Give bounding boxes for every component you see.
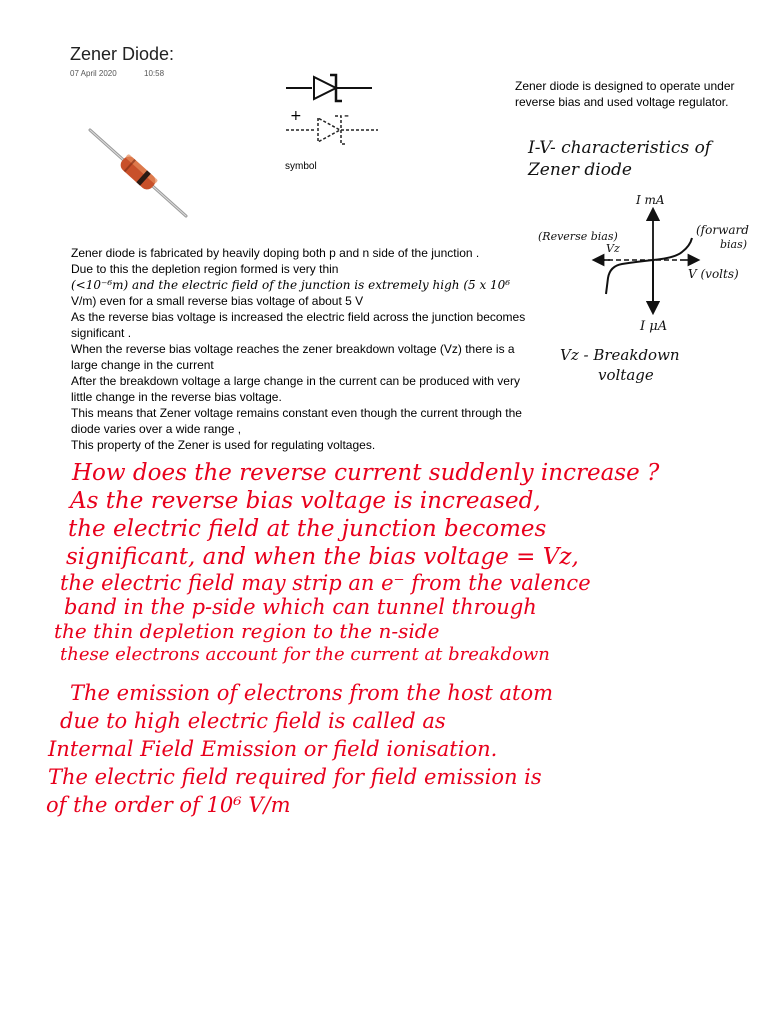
iv-title-line2: Zener diode [528,160,632,180]
handwritten-line: As the reverse bias voltage is increased, [70,488,541,514]
body-line: Due to this the depletion region formed is very thin [71,262,339,276]
body-line: When the reverse bias voltage reaches the zener breakdown voltage (Vz) there is a large change in the current [71,342,515,372]
forward-bias-label-line1: (forward [696,223,749,237]
body-line: After the breakdown voltage a large change in the current can be produced with very little change in the reverse bias voltage. [71,374,520,404]
page-date: 07 April 2020 [70,69,117,78]
handwritten-line: the electric field may strip an e⁻ from the valence [60,571,591,595]
body-line: Zener diode is fabricated by heavily doping both p and n side of the junction . [71,246,480,260]
body-line: V/m) even for a small reverse bias voltage of about 5 V [71,294,364,308]
breakdown-note-line2: voltage [598,366,654,384]
x-axis-label: V (volts) [688,267,739,281]
symbol-caption: symbol [285,161,317,172]
handwritten-line: band in the p-side which can tunnel through [64,595,537,619]
body-line: This means that Zener voltage remains constant even though the current through the diode varies over a wide range , [71,406,522,436]
minus-sign: - [344,108,350,124]
handwritten-notes [0,450,768,850]
handwritten-line: The electric field required for field emission is [48,765,542,789]
handwritten-line: due to high electric field is called as [60,709,446,733]
iv-title-line1: I-V- characteristics of [528,138,712,158]
page-title: Zener Diode: [70,44,175,64]
plus-sign: + [290,108,302,124]
handwritten-line: these electrons account for the current at breakdown [60,644,550,665]
y-axis-bottom-label: I μA [640,319,668,334]
reverse-bias-label: (Reverse bias) [538,230,618,243]
handwritten-line: the thin depletion region to the n-side [54,619,440,643]
breakdown-note-line1: Vz - Breakdown [560,346,680,364]
body-line-math: (<10⁻⁶m) and the electric field of the junction is extremely high (5 x 10⁶ [71,278,511,292]
body-line: This property of the Zener is used for regulating voltages. [71,438,376,452]
zener-diode-photo [86,120,190,224]
page-time: 10:58 [144,69,165,78]
intro-text: Zener diode is designed to operate under reverse bias and used voltage regulator. [515,79,735,109]
zener-diode-symbol-biased [284,106,380,150]
handwritten-line: Internal Field Emission or field ionisation. [48,737,498,761]
handwritten-line: of the order of 10⁶ V/m [46,793,291,817]
iv-characteristic-graph [530,190,768,390]
body-text [71,245,541,453]
vz-label: Vz [606,242,620,255]
handwritten-line: significant, and when the bias voltage = Vz, [66,544,579,570]
handwritten-line: The emission of electrons from the host atom [70,681,554,705]
y-axis-top-label: I mA [636,193,665,207]
handwritten-line: the electric field at the junction becomes [68,516,547,542]
body-line: As the reverse bias voltage is increased the electric field across the junction becomes significant . [71,310,526,340]
iv-characteristics-title [526,135,766,181]
handwritten-line: How does the reverse current suddenly increase ? [72,460,660,486]
zener-diode-symbol [284,72,374,104]
forward-bias-label-line2: bias) [720,238,748,251]
